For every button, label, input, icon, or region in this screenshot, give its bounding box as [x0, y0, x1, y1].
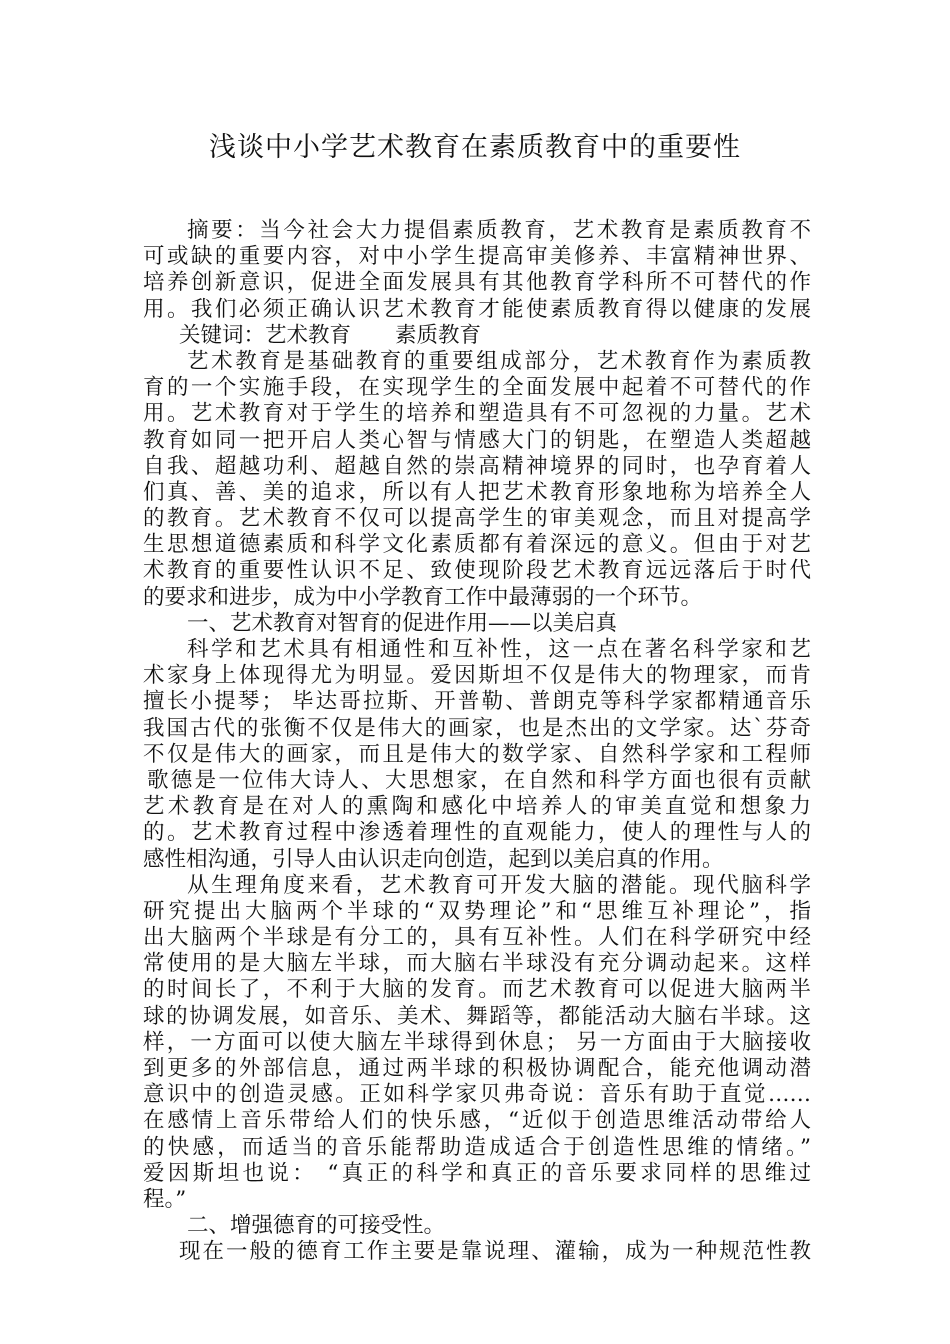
- paragraph-line: 出大脑两个半球是有分工的，具有互补性。人们在科学研究中经: [143, 925, 811, 951]
- paragraph-line: 育的一个实施手段，在实现学生的全面发展中起着不可替代的作: [143, 375, 811, 401]
- paragraph-line: 的。艺术教育过程中渗透着理性的直观能力，使人的理性与人的: [143, 820, 811, 846]
- paragraph-line: 的教育。艺术教育不仅可以提高学生的审美观念，而且对提高学: [143, 506, 811, 532]
- abstract-line: 可或缺的重要内容，对中小学生提高审美修养、丰富精神世界、: [143, 244, 811, 270]
- paragraph-line: 感性相沟通，引导人由认识走向创造，起到以美启真的作用。: [143, 846, 724, 872]
- paragraph-line: 艺术教育是基础教育的重要组成部分，艺术教育作为素质教: [187, 348, 811, 374]
- keyword: 素质教育: [395, 322, 482, 348]
- paragraph-line: 程。”: [143, 1186, 187, 1212]
- paragraph-line: 术家身上体现得尤为明显。爱因斯坦不仅是伟大的物理家，而肯: [143, 663, 811, 689]
- section-heading: 二、增强德育的可接受性。: [187, 1213, 446, 1239]
- paragraph-line: 到更多的外部信息，通过两半球的积极协调配合，能充他调动潜: [143, 1056, 811, 1081]
- document-body: [143, 218, 811, 1266]
- paragraph-line: 研究提出大脑两个半球的“双势理论”和“思维互补理论”，指: [143, 898, 811, 924]
- paragraph-line: 不仅是伟大的画家，而且是伟大的数学家、自然科学家和工程师: [143, 741, 811, 767]
- paragraph-line: 艺术教育是在对人的熏陶和感化中培养人的审美直觉和想象力: [143, 794, 811, 820]
- paragraph-line: 的快感，而适当的音乐能帮助造成适合于创造性思维的情绪。”: [143, 1134, 811, 1160]
- abstract-line: 培养创新意识，促进全面发展具有其他教育学科所不可替代的作: [143, 270, 811, 296]
- keywords-line: [143, 323, 811, 349]
- paragraph-line: 们真、善、美的追求，所以有人把艺术教育形象地称为培养全人: [143, 479, 811, 505]
- paragraph-line: 教育如同一把开启人类心智与情感大门的钥匙，在塑造人类超越: [143, 427, 811, 453]
- abstract-line: 摘要：当今社会大力提倡素质教育，艺术教育是素质教育不: [187, 218, 811, 243]
- paragraph-line: 样，一方面可以使大脑左半球得到休息； 另一方面由于大脑接收: [143, 1029, 811, 1055]
- paragraph-line: 术教育的重要性认识不足、致使现阶段艺术教育远远落后于时代: [143, 558, 811, 584]
- paragraph-line: 意识中的创造灵感。正如科学家贝弗奇说：音乐有助于直觉……: [143, 1082, 811, 1108]
- paragraph-line: 现在一般的德育工作主要是靠说理、灌输，成为一种规范性教: [179, 1239, 811, 1265]
- paragraph-line: 的时间长了，不利于大脑的发育。而艺术教育可以促进大脑两半: [143, 977, 811, 1003]
- paragraph-line: 生思想道德素质和科学文化素质都有着深远的意义。但由于对艺: [143, 532, 811, 558]
- section-heading: 一、艺术教育对智育的促进作用——以美启真: [187, 610, 618, 636]
- paragraph-line: 常使用的是大脑左半球，而大脑右半球没有充分调动起来。这样: [143, 951, 811, 977]
- paragraph-line: 在感情上音乐带给人们的快乐感，“近似于创造思维活动带给人: [143, 1108, 811, 1134]
- paragraph-line: 从生理角度来看，艺术教育可开发大脑的潜能。现代脑科学: [187, 872, 811, 898]
- paragraph-line: 擅长小提琴； 毕达哥拉斯、开普勒、普朗克等科学家都精通音乐: [143, 689, 811, 715]
- paragraph-line: 的要求和进步，成为中小学教育工作中最薄弱的一个环节。: [143, 584, 703, 610]
- paragraph-line: 用。艺术教育对于学生的培养和塑造具有不可忽视的力量。艺术: [143, 401, 811, 427]
- paragraph-line: 科学和艺术具有相通性和互补性，这一点在著名科学家和艺: [187, 637, 811, 662]
- abstract-line: 用。我们必须正确认识艺术教育才能使素质教育得以健康的发展: [143, 296, 811, 322]
- paragraph-line: 自我、超越功利、超越自然的崇高精神境界的同时，也孕育着人: [143, 453, 811, 479]
- keywords-label: 关键词：: [179, 322, 266, 348]
- paragraph-line: 爱因斯坦也说： “真正的科学和真正的音乐要求同样的思维过: [143, 1160, 811, 1186]
- paragraph-line: 球的协调发展，如音乐、美术、舞蹈等，都能活动大脑右半球。这: [143, 1003, 811, 1029]
- paragraph-line: 我国古代的张衡不仅是伟大的画家，也是杰出的文学家。达`芬奇: [143, 715, 811, 741]
- keyword: 艺术教育: [265, 322, 352, 348]
- paragraph-line: 歌德是一位伟大诗人、大思想家，在自然和科学方面也很有贡献: [147, 767, 811, 793]
- document-title: 浅谈中小学艺术教育在素质教育中的重要性: [209, 132, 741, 163]
